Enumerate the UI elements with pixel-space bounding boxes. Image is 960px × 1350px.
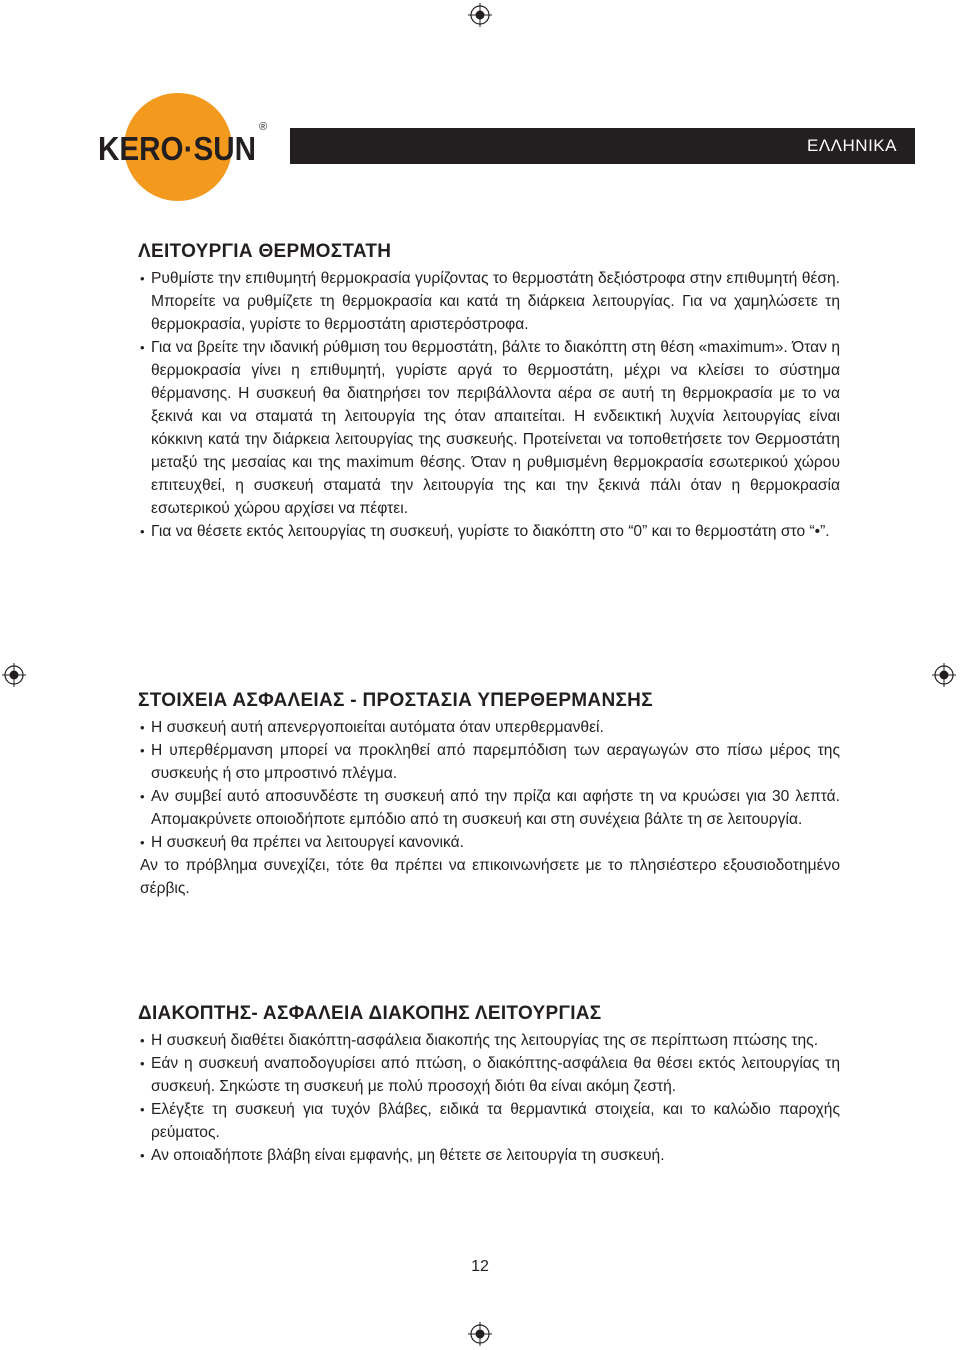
bullet-icon: • [140, 720, 145, 735]
kerosun-logo [96, 92, 272, 204]
section-title: ΛΕΙΤΟΥΡΓΙΑ ΘΕΡΜΟΣΤΑΤΗ [138, 241, 392, 262]
logo-wordmark: KERO·SUN [98, 130, 256, 167]
registration-mark-right [932, 663, 956, 687]
list-item: • Η συσκευή θα πρέπει να λειτουργεί κανονικά. [138, 831, 840, 854]
bullet-list [138, 267, 840, 543]
list-item: • Εάν η συσκευή αναποδογυρίσει από πτώση, ο διακόπτης-ασφάλεια θα θέσει εκτός λειτουργίας τη συσκευή. Σηκώστε τη συσκευή με πολύ προσοχή διότι θα είναι ακόμη ζεστή. [138, 1052, 840, 1098]
list-item: • Για να θέσετε εκτός λειτουργίας τη συσκευή, γυρίστε το διακόπτη στο “0” και το θερμοστάτη στο “•”. [138, 520, 840, 543]
registration-mark-top [468, 3, 492, 27]
page-number: 12 [471, 1258, 489, 1275]
bullet-list [138, 716, 840, 854]
section-title: ΣΤΟΙΧΕΙΑ ΑΣΦΑΛΕΙΑΣ - ΠΡΟΣΤΑΣΙΑ ΥΠΕΡΘΕΡΜΑΝΣΗΣ [138, 690, 653, 711]
section-title: ΔΙΑΚΟΠΤΗΣ- ΑΣΦΑΛΕΙΑ ΔΙΑΚΟΠΗΣ ΛΕΙΤΟΥΡΓΙΑΣ [138, 1003, 602, 1024]
list-item: • Αν συμβεί αυτό αποσυνδέστε τη συσκευή από την πρίζα και αφήστε τη να κρυώσει για 30 λεπτά. Απομακρύνετε οποιοδήποτε εμπόδιο από τη συσκευή και στη συνέχεια βάλτε τη σε λειτουργία. [138, 785, 840, 831]
list-item: • Η συσκευή αυτή απενεργοποιείται αυτόματα όταν υπερθερμανθεί. [138, 716, 840, 739]
bullet-icon: • [140, 789, 145, 804]
bullet-list [138, 1029, 840, 1167]
list-item: • Αν οποιαδήποτε βλάβη είναι εμφανής, μη θέτετε σε λειτουργία τη συσκευή. [138, 1144, 840, 1167]
bullet-icon: • [140, 271, 145, 286]
section-thermostat [138, 241, 840, 543]
list-item: • Ελέγξτε τη συσκευή για τυχόν βλάβες, ειδικά τα θερμαντικά στοιχεία, και το καλώδιο παροχής ρεύματος. [138, 1098, 840, 1144]
list-item: • Ρυθμίστε την επιθυμητή θερμοκρασία γυρίζοντας το θερμοστάτη δεξιόστροφα στην επιθυμητή θέση. Μπορείτε να ρυθμίζετε τη θερμοκρασία και κατά τη διάρκεια λειτουργίας. Για να χαμηλώσετε τη θερμοκρασία, γυρίστε το θερμοστάτη αριστερόστροφα. [138, 267, 840, 336]
bullet-icon: • [140, 835, 145, 850]
list-item: • Η υπερθέρμανση μπορεί να προκληθεί από παρεμπόδιση των αεραγωγών στο πίσω μέρος της συσκευής ή στο μπροστινό πλέγμα. [138, 739, 840, 785]
registration-mark-bottom [468, 1322, 492, 1346]
bullet-icon: • [140, 1056, 145, 1071]
bullet-icon: • [140, 1033, 145, 1048]
list-item: • Η συσκευή διαθέτει διακόπτη-ασφάλεια διακοπής της λειτουργίας της σε περίπτωση πτώσης της. [138, 1029, 840, 1052]
language-label: ΕΛΛΗΝΙΚΑ [806, 136, 897, 155]
bullet-icon: • [140, 340, 145, 355]
registration-mark-left [2, 663, 26, 687]
bullet-icon: • [140, 1102, 145, 1117]
bullet-icon: • [140, 1148, 145, 1163]
registered-mark: ® [259, 121, 268, 133]
section-tip-over-switch [138, 1003, 840, 1167]
language-bar [290, 128, 915, 164]
bullet-icon: • [140, 524, 145, 539]
section-overheat-protection [138, 690, 840, 900]
list-item: • Για να βρείτε την ιδανική ρύθμιση του θερμοστάτη, βάλτε το διακόπτη στη θέση «maximum». Όταν η θερμοκρασία γίνει η επιθυμητή, γυρίστε αργά το θερμοστάτη, μέχρι να κλείσει το σύστημα θέρμανσης. Η συσκευή θα διατηρήσει τον περιβάλλοντα αέρα σε αυτή τη θερμοκρασία με το να ξεκινά και να σταματά τη λειτουργία της όταν απαιτείται. Η ενδεικτική λυχνία λειτουργίας είναι κόκκινη κατά την διάρκεια λειτουργίας της συσκευής. Προτείνεται να τοποθετήσετε τον Θερμοστάτη μεταξύ της μεσαίας και της maximum θέσης. Όταν η ρυθμισμένη θερμοκρασία εσωτερικού χώρου επιτευχθεί, η συσκευή σταματά την λειτουργία της και την ξεκινά πάλι όταν η θερμοκρασία εσωτερικού χώρου αρχίσει να πέφτει. [138, 336, 840, 520]
bullet-icon: • [140, 743, 145, 758]
section-note: Αν το πρόβλημα συνεχίζει, τότε θα πρέπει να επικοινωνήσετε με το πλησιέστερο εξουσιοδοτημένο σέρβις. [140, 857, 840, 897]
